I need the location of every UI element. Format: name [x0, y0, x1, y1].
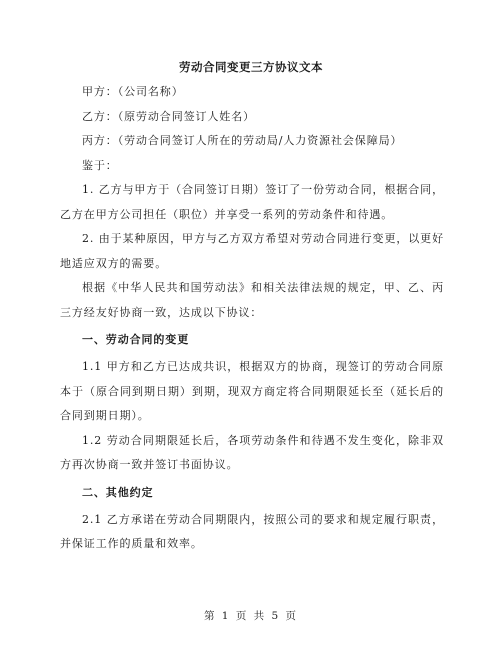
- whereas-line: 鉴于：: [82, 158, 118, 172]
- page-number-footer: 第 1 页 共 5 页: [203, 610, 299, 622]
- document-title: 劳动合同变更三方协议文本: [179, 60, 323, 74]
- document-body: [60, 80, 444, 557]
- legal-basis-paragraph: 根据《中华人民共和国劳动法》和相关法律法规的规定，甲、乙、丙三方经友好协商一致，达成以下协议：: [60, 281, 444, 319]
- section-heading-1: 一、劳动合同的变更: [82, 333, 190, 346]
- recital-2: 2. 由于某种原因，甲方与乙方双方希望对劳动合同进行变更，以更好地适应双方的需要。: [60, 232, 444, 270]
- clause-2-1: 2.1 乙方承诺在劳动合同期限内，按照公司的要求和规定履行职责，并保证工作的质量和效率。: [60, 512, 444, 550]
- clause-1-1: 1.1 甲方和乙方已达成共识，根据双方的协商，现签订的劳动合同原本于（原合同到期日期）到期，现双方商定将合同期限延长至（延长后的合同到期日期）。: [60, 360, 444, 422]
- recital-1: 1. 乙方与甲方于（合同签订日期）签订了一份劳动合同，根据合同，乙方在甲方公司担任（职位）并享受一系列的劳动条件和待遇。: [60, 183, 444, 221]
- clause-1-2: 1.2 劳动合同期限延长后，各项劳动条件和待遇不发生变化，除非双方再次协商一致并签订书面协议。: [60, 433, 444, 471]
- party-a-line: 甲方：（公司名称）: [82, 85, 184, 98]
- party-b-line: 乙方：（原劳动合同签订人姓名）: [82, 109, 255, 123]
- section-heading-2: 二、其他约定: [82, 485, 154, 499]
- party-c-line: 丙方：（劳动合同签订人所在的劳动局/人力资源社会保障局）: [82, 134, 403, 147]
